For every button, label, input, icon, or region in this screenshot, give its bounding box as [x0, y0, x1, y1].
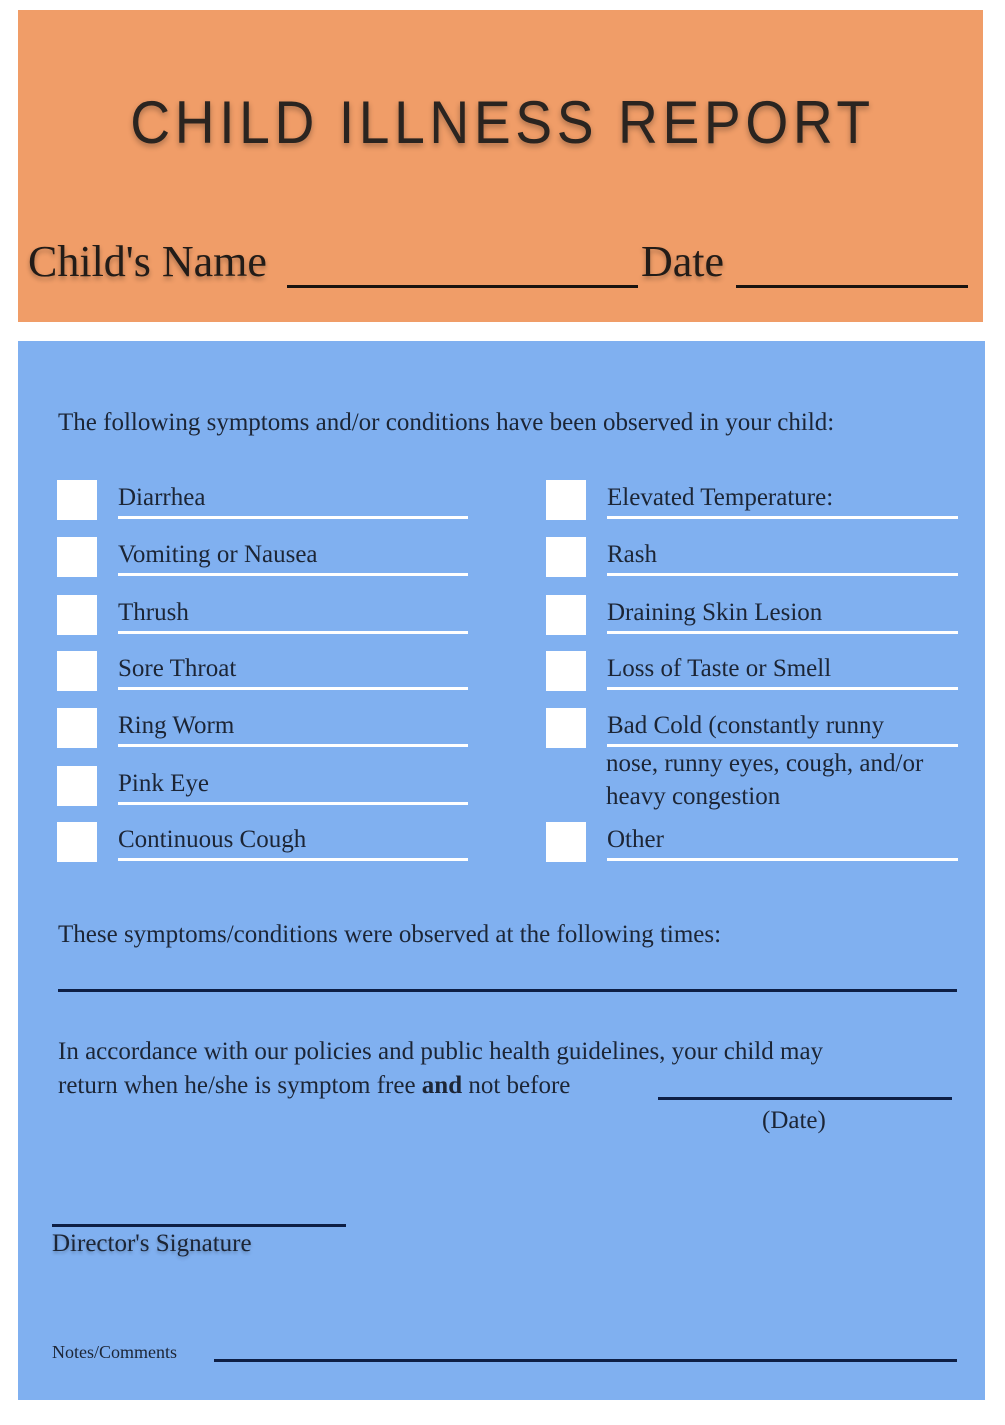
symptom-label: Thrush [118, 599, 189, 626]
symptom-label: Continuous Cough [118, 826, 307, 853]
date-label: Date [641, 237, 725, 286]
symptom-underline [118, 516, 468, 519]
symptom-underline [118, 631, 468, 634]
checkbox-other[interactable] [546, 822, 586, 862]
symptom-underline [118, 573, 468, 576]
checkbox-pink-eye[interactable] [57, 766, 97, 806]
childs-name-label: Child's Name [28, 237, 267, 286]
checkbox-sore-throat[interactable] [57, 651, 97, 691]
symptom-label: Pink Eye [118, 770, 209, 797]
page-title: CHILD ILLNESS REPORT [130, 89, 875, 156]
symptom-label: Diarrhea [118, 484, 206, 511]
symptom-underline [607, 516, 958, 519]
symptom-label: Loss of Taste or Smell [607, 655, 832, 682]
notes-label: Notes/Comments [52, 1342, 177, 1362]
symptom-label: Vomiting or Nausea [118, 541, 318, 568]
checkbox-continuous-cough[interactable] [57, 822, 97, 862]
symptom-underline [118, 802, 468, 805]
symptom-label: Elevated Temperature: [607, 484, 834, 511]
date-caption: (Date) [762, 1107, 826, 1134]
checkbox-thrush[interactable] [57, 595, 97, 635]
symptom-label: Bad Cold (constantly runny [607, 712, 885, 739]
symptom-underline [607, 744, 958, 747]
signature-field[interactable] [52, 1224, 346, 1227]
symptom-label: Draining Skin Lesion [607, 599, 823, 626]
symptom-underline [118, 744, 468, 747]
symptom-underline [607, 858, 958, 861]
checkbox-elevated-temperature[interactable] [546, 480, 586, 520]
symptom-label: Ring Worm [118, 712, 235, 739]
times-text: These symptoms/conditions were observed at the following times: [58, 921, 722, 948]
symptom-label: Rash [607, 541, 657, 568]
checkbox-vomiting-or-nausea[interactable] [57, 537, 97, 577]
return-text-line1: In accordance with our policies and public health guidelines, your child may [58, 1038, 824, 1065]
date-field[interactable] [736, 285, 968, 288]
checkbox-draining-skin-lesion[interactable] [546, 595, 586, 635]
checkbox-ring-worm[interactable] [57, 708, 97, 748]
bad-cold-continued: heavy congestion [606, 783, 781, 810]
return-text-bold: and [421, 1072, 463, 1099]
return-date-field[interactable] [658, 1097, 952, 1100]
checkbox-bad-cold-constantly-runny[interactable] [546, 708, 586, 748]
childs-name-field[interactable] [287, 285, 638, 288]
symptom-label: Other [607, 826, 664, 853]
notes-field[interactable] [214, 1359, 957, 1362]
symptom-underline [118, 687, 468, 690]
bad-cold-continued: nose, runny eyes, cough, and/or [606, 750, 924, 777]
symptom-underline [607, 687, 958, 690]
checkbox-diarrhea[interactable] [57, 480, 97, 520]
checkbox-rash[interactable] [546, 537, 586, 577]
return-text-a: return when he/she is symptom free [58, 1072, 422, 1099]
return-text-b: not before [462, 1072, 571, 1099]
checkbox-loss-of-taste-or-smell[interactable] [546, 651, 586, 691]
symptom-underline [607, 573, 958, 576]
symptom-underline [118, 858, 468, 861]
return-text-line2 [58, 1072, 570, 1100]
intro-text: The following symptoms and/or conditions have been observed in your child: [58, 409, 835, 436]
times-field[interactable] [58, 989, 957, 992]
symptom-label: Sore Throat [118, 655, 237, 682]
symptom-underline [607, 631, 958, 634]
signature-label: Director's Signature [52, 1230, 252, 1257]
